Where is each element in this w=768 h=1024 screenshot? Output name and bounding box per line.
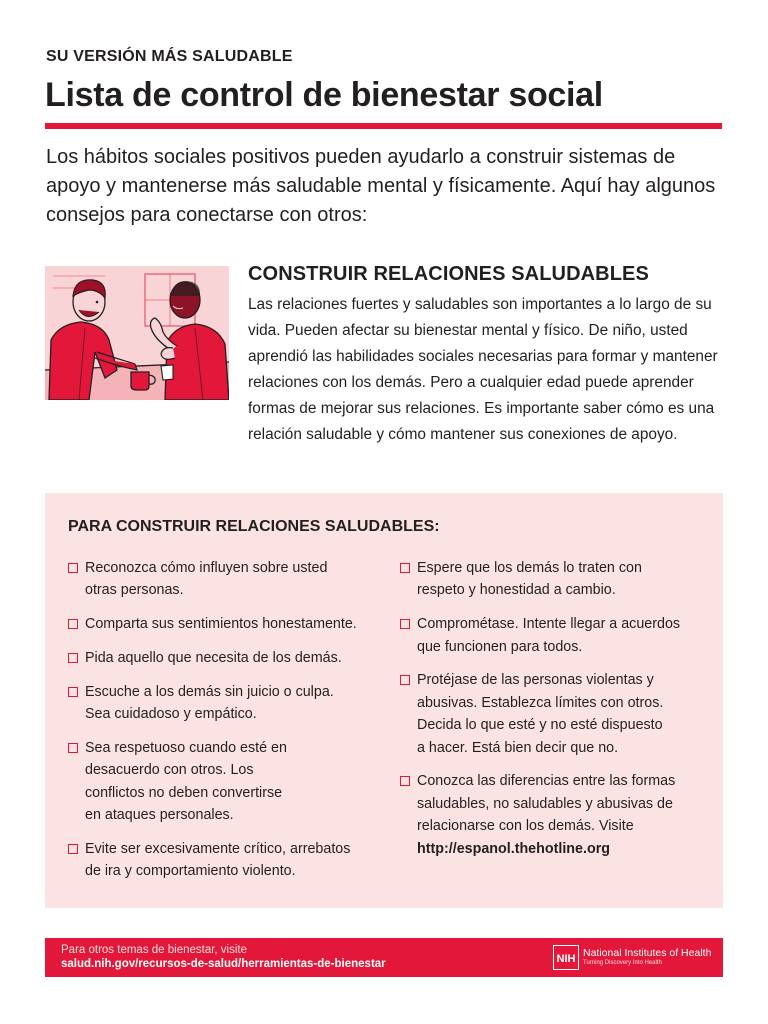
checklist-item-text: Comprométase. Intente llegar a acuerdos que funcionen para todos. — [417, 616, 681, 655]
section-body: Las relaciones fuertes y saludables son importantes a lo largo de su vida. Pueden afectar su bienestar mental y físico. De niño, usted aprendió las habilidades sociales necesarias para formar y mantener relaciones con los demás. Pero a cualquier edad puede aprender formas de mejorar sus relaciones. Es importante saber cómo es una relación saludable y cómo mantener sus conexiones de apoyo. — [248, 296, 718, 443]
hotline-link[interactable]: http://espanol.thehotline.org — [417, 840, 610, 857]
checklist-item-text: Conozca las diferencias entre las formas saludables, no saludables y abusivas de relacionarse con los demás. Visite — [417, 773, 676, 835]
checkbox-icon — [68, 619, 78, 629]
checkbox-icon — [68, 743, 78, 753]
intro-paragraph: Los hábitos sociales positivos pueden ayudarlo a construir sistemas de apoyo y mantenerse más saludable mental y físicamente. Aquí hay algunos consejos para conectarse con otros: — [46, 146, 716, 226]
page-title: Lista de control de bienestar social — [45, 76, 603, 114]
checklist-item-text: Reconozca cómo influyen sobre usted otras personas. — [85, 560, 328, 599]
checklist-item — [400, 557, 710, 602]
checkbox-icon — [400, 563, 410, 573]
two-people-talking-illustration — [45, 266, 229, 400]
title-divider — [45, 123, 722, 129]
checklist-item — [68, 647, 378, 669]
checklist-item — [400, 770, 710, 860]
checklist-left-column — [68, 557, 378, 894]
eyebrow-label: SU VERSIÓN MÁS SALUDABLE — [46, 48, 293, 65]
checklist-right-column — [400, 557, 710, 871]
checklist-item — [400, 669, 710, 759]
checkbox-icon — [68, 563, 78, 573]
checklist-panel — [45, 493, 723, 908]
section-heading: CONSTRUIR RELACIONES SALUDABLES — [248, 263, 649, 285]
checklist-item-text: Espere que los demás lo traten con respeto y honestidad a cambio. — [417, 560, 642, 599]
checklist-item — [68, 613, 378, 635]
checkbox-icon — [400, 619, 410, 629]
checkbox-icon — [68, 844, 78, 854]
checklist-item-text: Escuche a los demás sin juicio o culpa. Sea cuidadoso y empático. — [85, 683, 334, 723]
footer-text: Para otros temas de bienestar, visite — [61, 944, 248, 956]
checklist-item-text: Comparta sus sentimientos honestamente. — [85, 616, 357, 633]
footer-bar — [45, 938, 723, 977]
checklist-item-text: Sea respetuoso cuando esté en desacuerdo con otros. Los conflictos no deben convertirse en ataques personales. — [85, 740, 287, 824]
checklist-item — [68, 838, 378, 883]
checklist-item-text: Protéjase de las personas violentas y abusivas. Establezca límites con otros. Decida lo que esté y no esté dispuesto a hacer. Está bien decir que no. — [417, 672, 664, 756]
checklist-item-text: Evite ser excesivamente crítico, arrebatos de ira y comportamiento violento. — [85, 841, 351, 880]
checkbox-icon — [400, 675, 410, 685]
nih-org-name: National Institutes of Health — [583, 947, 712, 959]
checklist-item — [400, 613, 710, 658]
nih-logo-icon — [553, 945, 579, 970]
checklist-heading: PARA CONSTRUIR RELACIONES SALUDABLES: — [68, 518, 440, 535]
checklist-item — [68, 737, 378, 827]
checkbox-icon — [400, 776, 410, 786]
checklist-item-text: Pida aquello que necesita de los demás. — [85, 650, 342, 666]
checklist-item — [68, 557, 378, 602]
checkbox-icon — [68, 687, 78, 697]
checklist-item — [68, 681, 378, 726]
nih-logo-text: NIH — [556, 953, 576, 965]
checkbox-icon — [68, 653, 78, 663]
footer-link[interactable]: salud.nih.gov/recursos-de-salud/herramientas-de-bienestar — [61, 958, 386, 970]
nih-tagline: Turning Discovery Into Health — [583, 960, 662, 966]
